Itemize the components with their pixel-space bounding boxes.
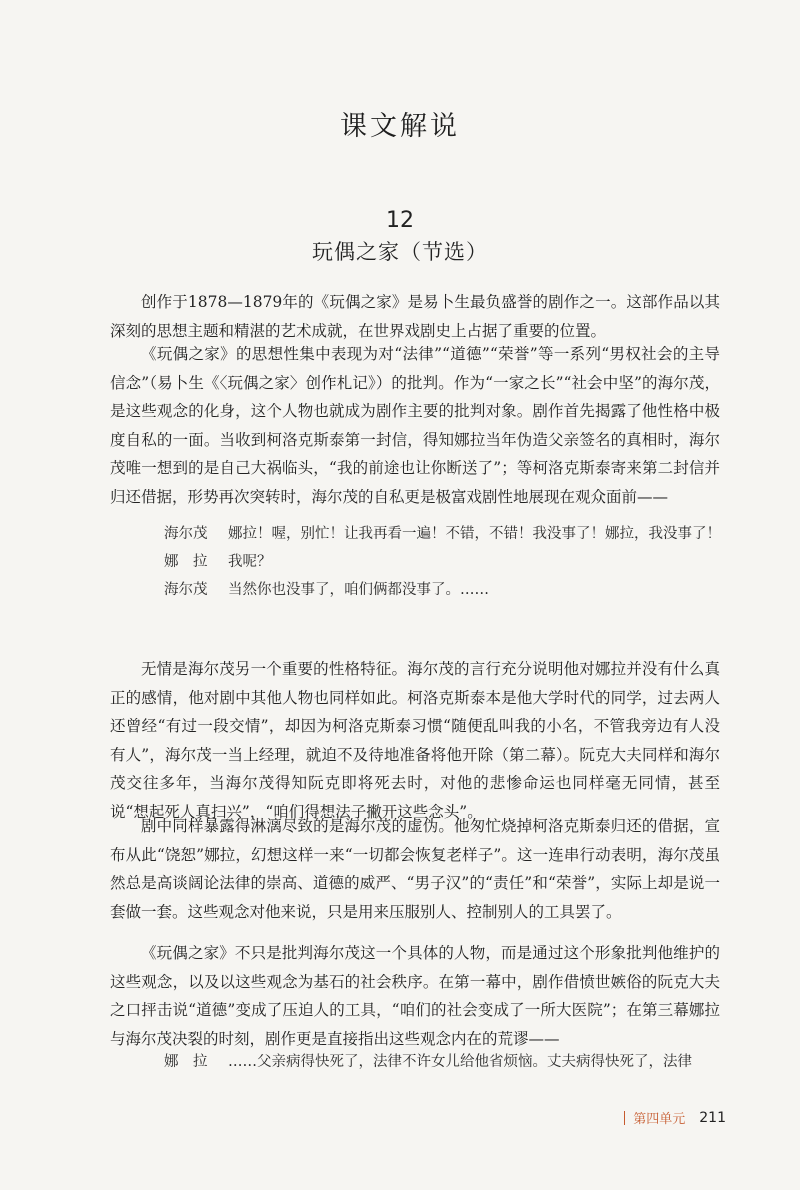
dialogue-speaker: 海尔茂 <box>164 526 208 542</box>
paragraph-social-critique: 《玩偶之家》不只是批判海尔茂这一个具体的人物，而是通过这个形象批判他维护的这些观念，以及以这些观念为基石的社会秩序。在第一幕中，剧作借愤世嫉俗的阮克大夫之口抨击说“道德”变成了压迫人的工具，“咱们的社会变成了一所大医院”；在第三幕娜拉与海尔茂决裂的时刻，剧作更是直接指出这些观念内在的荒谬—— <box>110 944 720 1048</box>
dialogue-excerpt-1 <box>164 520 724 604</box>
chapter-number: 12 <box>386 208 414 233</box>
paragraph-hypocrisy: 剧中同样暴露得淋漓尽致的是海尔茂的虚伪。他匆忙烧掉柯洛克斯泰归还的借据，宣布从此“饶恕”娜拉，幻想这样一来“一切都会恢复老样子”。这一连串行动表明，海尔茂虽然总是高谈阔论法律的崇高、道德的威严、“男子汉”的“责任”和“荣誉”，实际上却是说一套做一套。这些观念对他来说，只是用来压服别人、控制别人的工具罢了。 <box>110 817 720 921</box>
page-title: 课文解说 <box>340 111 460 142</box>
dialogue-speaker: 娜 拉 <box>164 1054 208 1070</box>
dialogue-speech: 娜拉！喔，别忙！让我再看一遍！不错，不错！我没事了！娜拉，我没事了！ <box>228 526 721 542</box>
dialogue-line <box>164 548 724 576</box>
dialogue-speech: ……父亲病得快死了，法律不许女儿给他省烦恼。丈夫病得快死了，法律 <box>228 1054 692 1070</box>
dialogue-line <box>164 1048 724 1076</box>
footer-unit-label: 第四单元 <box>633 1112 686 1127</box>
dialogue-speaker: 娜 拉 <box>164 554 208 570</box>
dialogue-speaker: 海尔茂 <box>164 582 208 598</box>
footer-divider <box>624 1111 625 1125</box>
dialogue-excerpt-2 <box>164 1048 724 1076</box>
dialogue-line <box>164 520 724 548</box>
paragraph-heartlessness: 无情是海尔茂另一个重要的性格特征。海尔茂的言行充分说明他对娜拉并没有什么真正的感情，他对剧中其他人物也同样如此。柯洛克斯泰本是他大学时代的同学，过去两人还曾经“有过一段交情”，却因为柯洛克斯泰习惯“随便乱叫我的小名，不管我旁边有人没有人”，海尔茂一当上经理，就迫不及待地准备将他开除（第二幕）。阮克大夫同样和海尔茂交往多年，当海尔茂得知阮克即将死去时，对他的悲惨命运也同样毫无同情，甚至说“想起死人真扫兴”，“咱们得想法子撇开这些念头”。 <box>110 660 720 821</box>
paragraph-intro: 创作于1878—1879年的《玩偶之家》是易卜生最负盛誉的剧作之一。这部作品以其深刻的思想主题和精湛的艺术成就，在世界戏剧史上占据了重要的位置。 <box>110 293 720 340</box>
dialogue-speech: 当然你也没事了，咱们俩都没事了。…… <box>228 582 489 598</box>
paragraph-selfishness: 《玩偶之家》的思想性集中表现为对“法律”“道德”“荣誉”等一系列“男权社会的主导信念”（易卜生《〈玩偶之家〉创作札记》）的批判。作为“一家之长”“社会中坚”的海尔茂，是这些观念的化身，这个人物也就成为剧作主要的批判对象。剧作首先揭露了他性格中极度自私的一面。当收到柯洛克斯泰第一封信，得知娜拉当年伪造父亲签名的真相时，海尔茂唯一想到的是自己大祸临头，“我的前途也让你断送了”；等柯洛克斯泰寄来第二封信并归还借据，形势再次突转时，海尔茂的自私更是极富戏剧性地展现在观众面前—— <box>110 345 720 506</box>
chapter-title: 玩偶之家（节选） <box>312 240 488 264</box>
dialogue-line <box>164 576 724 604</box>
dialogue-speech: 我呢？ <box>228 554 272 570</box>
page-number: 211 <box>699 1109 726 1126</box>
page-footer <box>624 1108 726 1127</box>
